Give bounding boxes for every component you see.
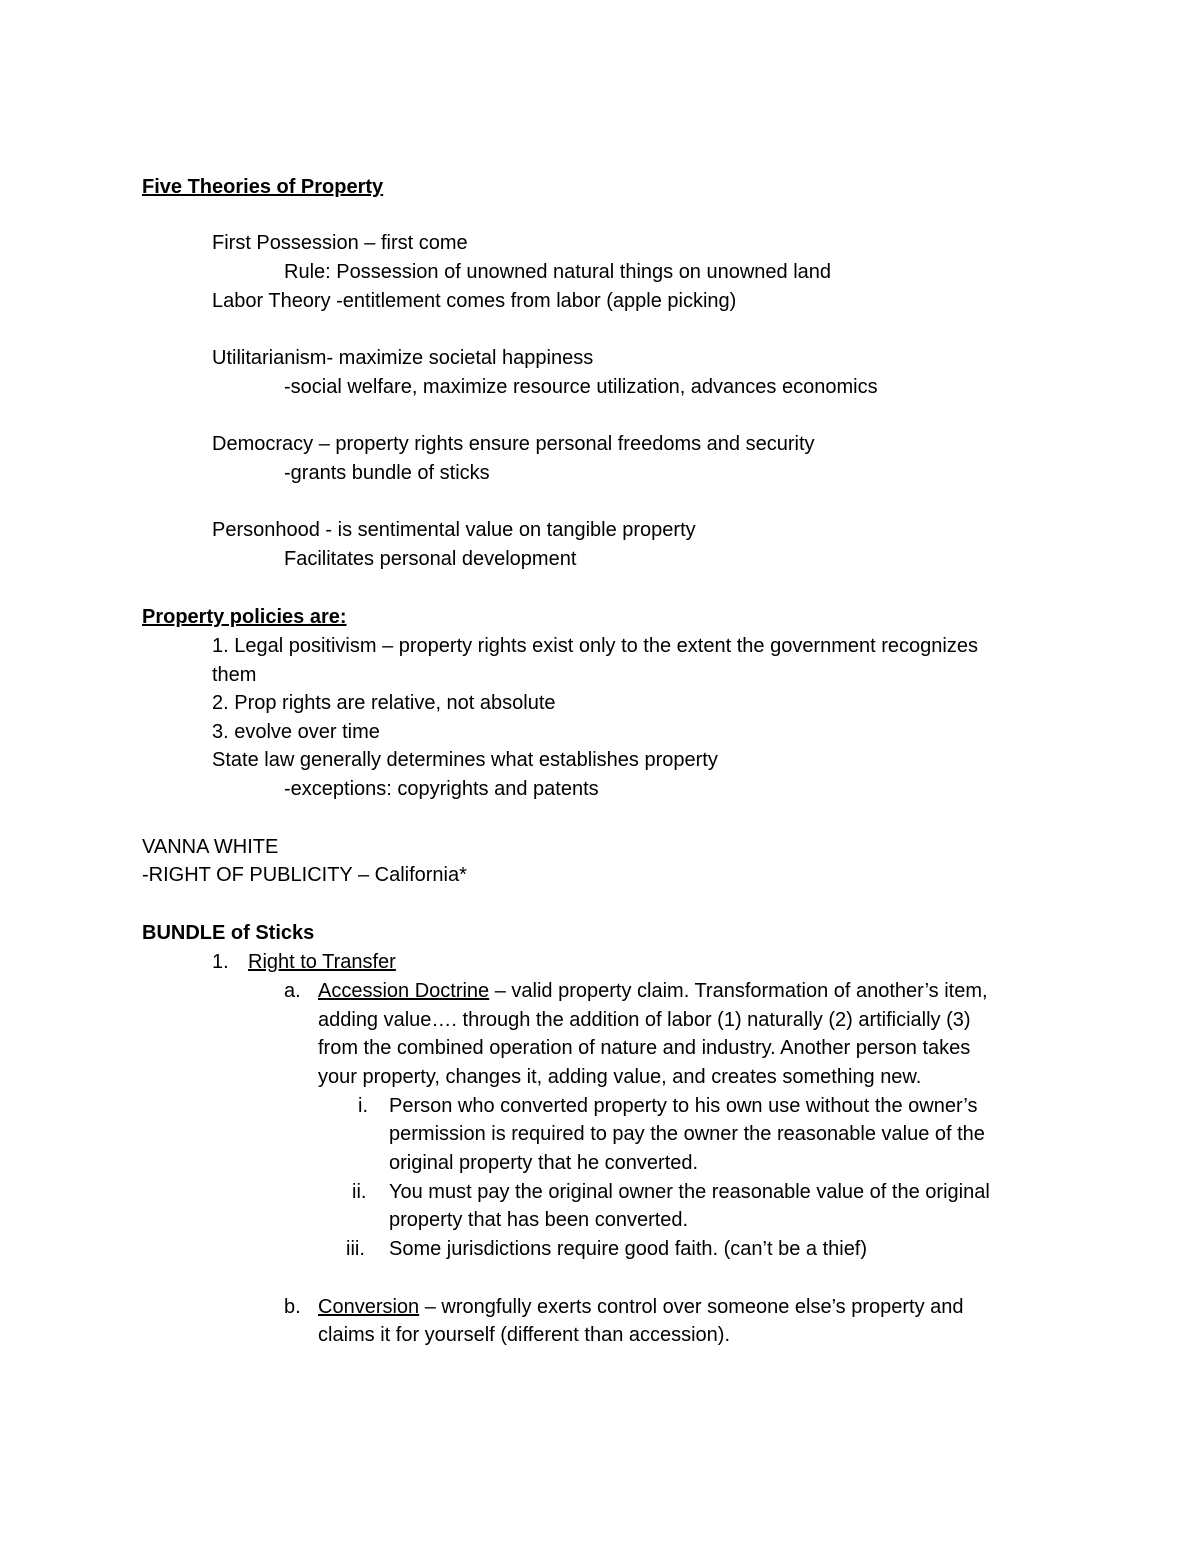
theory-democracy: Democracy – property rights ensure personal freedoms and security: [212, 433, 815, 455]
accession-line1: [318, 978, 988, 1004]
item-ii-line1: You must pay the original owner the reasonable value of the original: [389, 1181, 990, 1203]
theory-labor: Labor Theory -entitlement comes from labor (apple picking): [212, 290, 737, 312]
policy-state-law: State law generally determines what establishes property: [212, 749, 718, 771]
theory-personhood: Personhood - is sentimental value on tangible property: [212, 519, 696, 541]
heading-five-theories: Five Theories of Property: [142, 176, 384, 198]
theory-personhood-note: Facilitates personal development: [284, 548, 577, 570]
accession-line3: from the combined operation of nature and industry. Another person takes: [318, 1037, 971, 1059]
item-i-line2: permission is required to pay the owner the reasonable value of the: [389, 1123, 985, 1145]
item-ii-line2: property that has been converted.: [389, 1209, 689, 1231]
item-i-line1: Person who converted property to his own use without the owner’s: [389, 1095, 978, 1117]
accession-line4: your property, changes it, adding value, and creates something new.: [318, 1066, 922, 1088]
vanna-white-title: VANNA WHITE: [142, 836, 279, 858]
list-marker-ii: ii.: [352, 1181, 367, 1203]
item-iii-line1: Some jurisdictions require good faith. (can’t be a thief): [389, 1238, 868, 1260]
policy-1-line1: 1. Legal positivism – property rights exist only to the extent the government recognizes: [212, 635, 978, 657]
conversion-line2: claims it for yourself (different than accession).: [318, 1324, 731, 1346]
policy-exceptions: -exceptions: copyrights and patents: [284, 778, 599, 800]
accession-line1-text: – valid property claim. Transformation of another’s item,: [489, 980, 988, 1002]
right-of-publicity: -RIGHT OF PUBLICITY – California*: [142, 864, 467, 886]
theory-first-possession: First Possession – first come: [212, 232, 468, 254]
list-marker-b: b.: [284, 1296, 301, 1318]
policy-1-line2: them: [212, 664, 257, 686]
theory-utilitarianism: Utilitarianism- maximize societal happiness: [212, 347, 594, 369]
bundle-heading: BUNDLE of Sticks: [142, 922, 315, 944]
item-i-line3: original property that he converted.: [389, 1152, 699, 1174]
list-marker-iii: iii.: [346, 1238, 365, 1260]
conversion-line1: [318, 1294, 964, 1320]
theory-democracy-note: -grants bundle of sticks: [284, 462, 490, 484]
list-marker-1: 1.: [212, 951, 229, 973]
list-marker-i: i.: [358, 1095, 368, 1117]
policy-2: 2. Prop rights are relative, not absolute: [212, 692, 556, 714]
policy-3: 3. evolve over time: [212, 721, 380, 743]
accession-doctrine-term: Accession Doctrine: [318, 980, 490, 1002]
list-marker-a: a.: [284, 980, 301, 1002]
heading-property-policies: Property policies are:: [142, 606, 347, 628]
right-to-transfer: Right to Transfer: [248, 951, 396, 973]
conversion-line1-text: – wrongfully exerts control over someone else’s property and: [419, 1296, 964, 1318]
theory-first-possession-rule: Rule: Possession of unowned natural things on unowned land: [284, 261, 832, 283]
theory-utilitarianism-note: -social welfare, maximize resource utilization, advances economics: [284, 376, 878, 398]
accession-line2: adding value…. through the addition of labor (1) naturally (2) artificially (3): [318, 1009, 971, 1031]
conversion-term: Conversion: [318, 1296, 420, 1318]
